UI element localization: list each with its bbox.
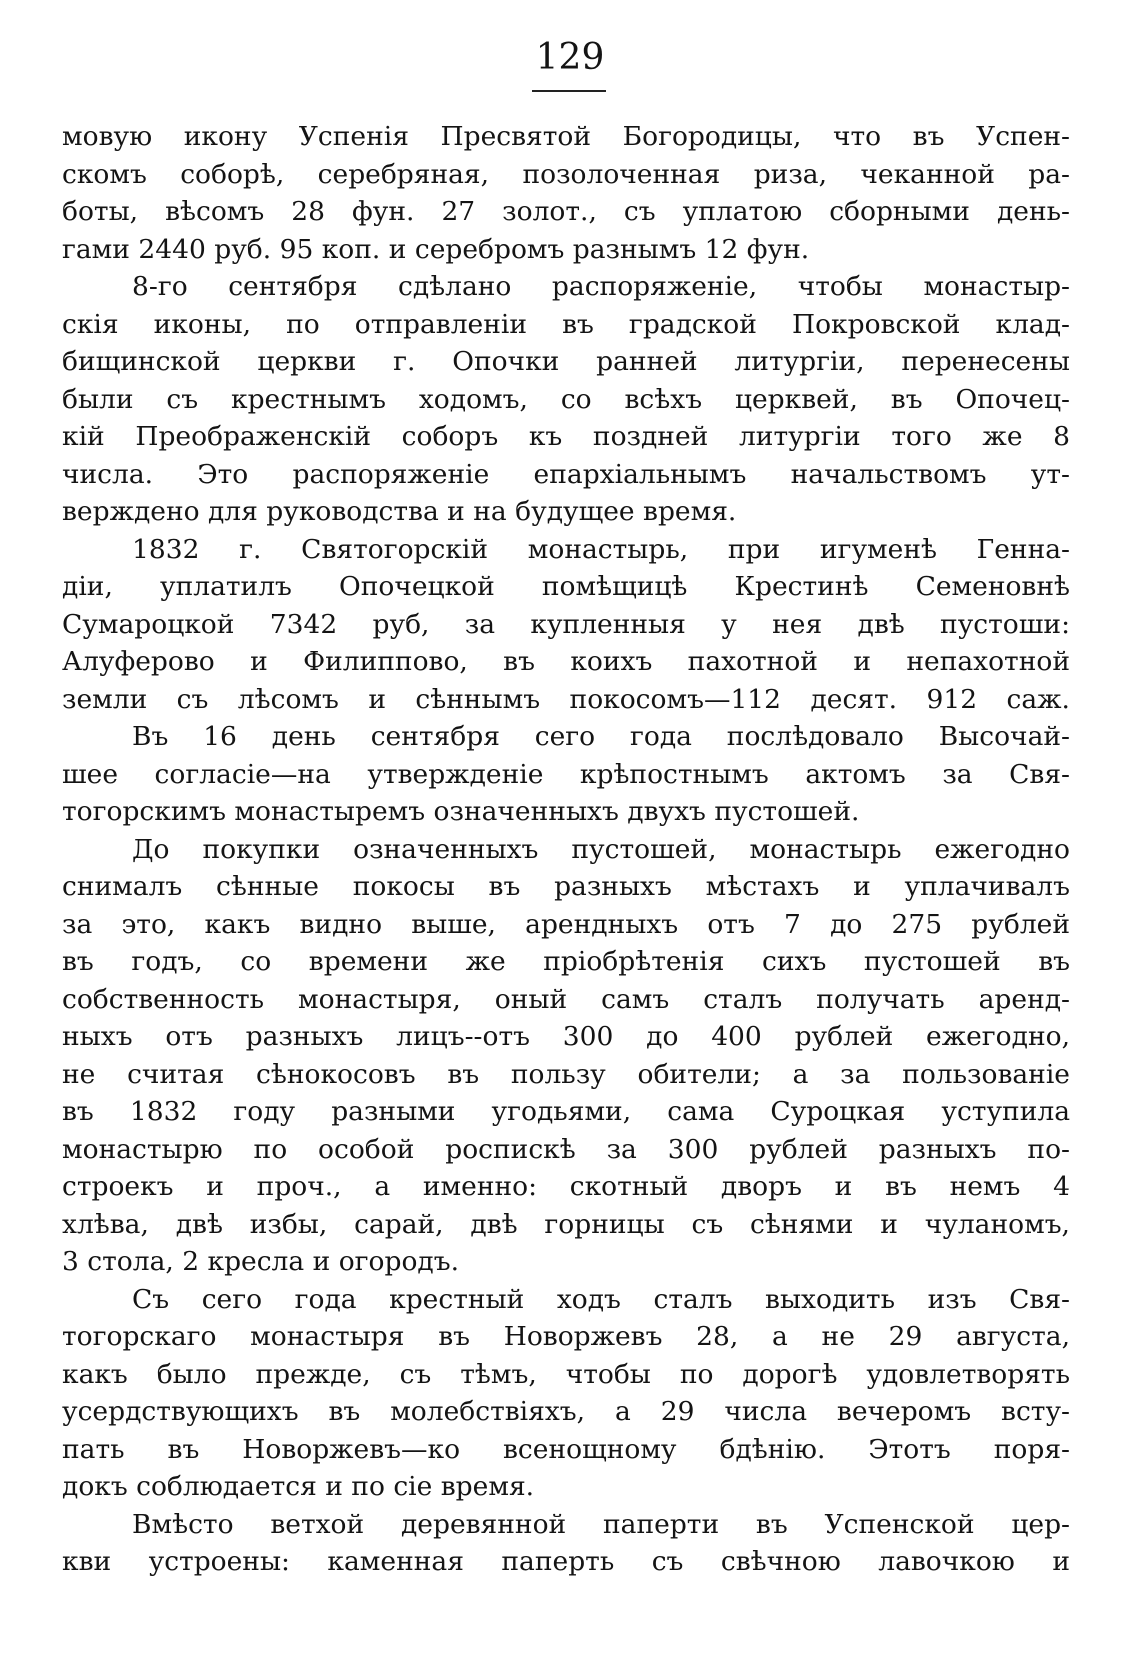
text-line: какъ было прежде, съ тѣмъ, чтобы по дорогѣ удовлетворять xyxy=(62,1358,1070,1390)
text-line: строекъ и проч., а именно: скотный дворъ и въ немъ 4 xyxy=(62,1171,1070,1202)
text-line: До покупки означенныхъ пустошей, монастырь ежегодно xyxy=(132,833,1070,865)
text-line: въ 1832 году разными угодьями, сама Суроцкая уступила xyxy=(62,1096,1070,1127)
text-line: за это, какъ видно выше, арендныхъ отъ 7 до 275 рублей xyxy=(62,908,1070,940)
page-number: 129 xyxy=(535,37,605,78)
text-line: докъ соблюдается и по сіе время. xyxy=(62,1471,535,1502)
text-line: кви устроены: каменная паперть съ свѣчною лавочкою и xyxy=(62,1546,1070,1577)
text-line: земли съ лѣсомъ и сѣннымъ покосомъ—112 десят. 912 саж. xyxy=(62,683,1070,715)
text-line: тогорскаго монастыря въ Новоржевъ 28, а не 29 августа, xyxy=(62,1321,1070,1352)
text-line: Алуферово и Филиппово, въ коихъ пахотной и непахотной xyxy=(62,646,1070,677)
text-line: шее согласіе—на утвержденіе крѣпостнымъ актомъ за Свя- xyxy=(62,758,1070,790)
text-line: пать въ Новоржевъ—ко всенощному бдѣнію. Этотъ поря- xyxy=(62,1433,1070,1465)
text-line: 1832 г. Святогорскій монастырь, при игуменѣ Геннa- xyxy=(132,533,1070,565)
text-line: діи, уплатилъ Опочецкой помѣщицѣ Крестинѣ Семеновнѣ xyxy=(62,571,1070,602)
text-line: Въ 16 день сентября сего года послѣдовало Высочай- xyxy=(132,721,1070,752)
text-line: монастырю по особой роспискѣ за 300 рублей разныхъ по- xyxy=(62,1133,1070,1165)
text-line: верждено для руководства и на будущее время. xyxy=(62,496,737,527)
text-line: скія иконы, по отправленіи въ градской Покровской клад- xyxy=(62,308,1070,340)
text-line: 8-го сентября сдѣлано распоряженіе, чтобы монастыр- xyxy=(132,271,1070,302)
text-line: снималъ сѣнные покосы въ разныхъ мѣстахъ и уплачивалъ xyxy=(62,871,1070,902)
text-line: бищинской церкви г. Опочки ранней литургіи, перенесены xyxy=(62,346,1070,377)
text-line: ныхъ отъ разныхъ лицъ--отъ 300 до 400 рублей ежегодно, xyxy=(62,1021,1070,1052)
text-line: скомъ соборѣ, серебряная, позолоченная риза, чеканной ра- xyxy=(62,158,1070,190)
text-line: Сумароцкой 7342 руб, за купленныя у нея двѣ пустоши: xyxy=(62,608,1070,640)
text-line: боты, вѣсомъ 28 фун. 27 золот., съ уплатою сборными день- xyxy=(62,196,1070,227)
text-line: Вмѣсто ветхой деревянной паперти въ Успенской цер- xyxy=(132,1508,1070,1540)
text-line: не считая сѣнокосовъ въ пользу обители; а за пользованіе xyxy=(62,1058,1070,1090)
text-line: собственность монастыря, оный самъ сталъ получать аренд- xyxy=(62,983,1070,1015)
page-number-underline xyxy=(532,90,606,92)
text-line: усердствующихъ въ молебствіяхъ, а 29 числа вечеромъ всту- xyxy=(62,1396,1070,1427)
text-line: тогорскимъ монастыремъ означенныхъ двухъ пустошей. xyxy=(62,796,860,827)
text-line: Съ сего года крестный ходъ сталъ выходить изъ Свя- xyxy=(132,1283,1070,1315)
text-line: числа. Это распоряженіе епархіальнымъ начальствомъ ут- xyxy=(62,458,1070,490)
text-line: кій Преображенскій соборъ къ поздней литургіи того же 8 xyxy=(62,421,1070,452)
text-line: хлѣва, двѣ избы, сарай, двѣ горницы съ сѣнями и чуланомъ, xyxy=(62,1208,1070,1240)
text-line: мовую икону Успенія Пресвятой Богородицы, что въ Успен- xyxy=(62,121,1070,152)
text-line: 3 стола, 2 кресла и огородъ. xyxy=(62,1246,460,1277)
text-line: гами 2440 руб. 95 коп. и серебромъ разнымъ 12 фун. xyxy=(62,233,810,265)
text-line: были съ крестнымъ ходомъ, со всѣхъ церквей, въ Опочец- xyxy=(62,383,1070,415)
text-line: въ годъ, со времени же пріобрѣтенія сихъ пустошей въ xyxy=(62,946,1070,977)
body-text xyxy=(62,118,1070,1581)
